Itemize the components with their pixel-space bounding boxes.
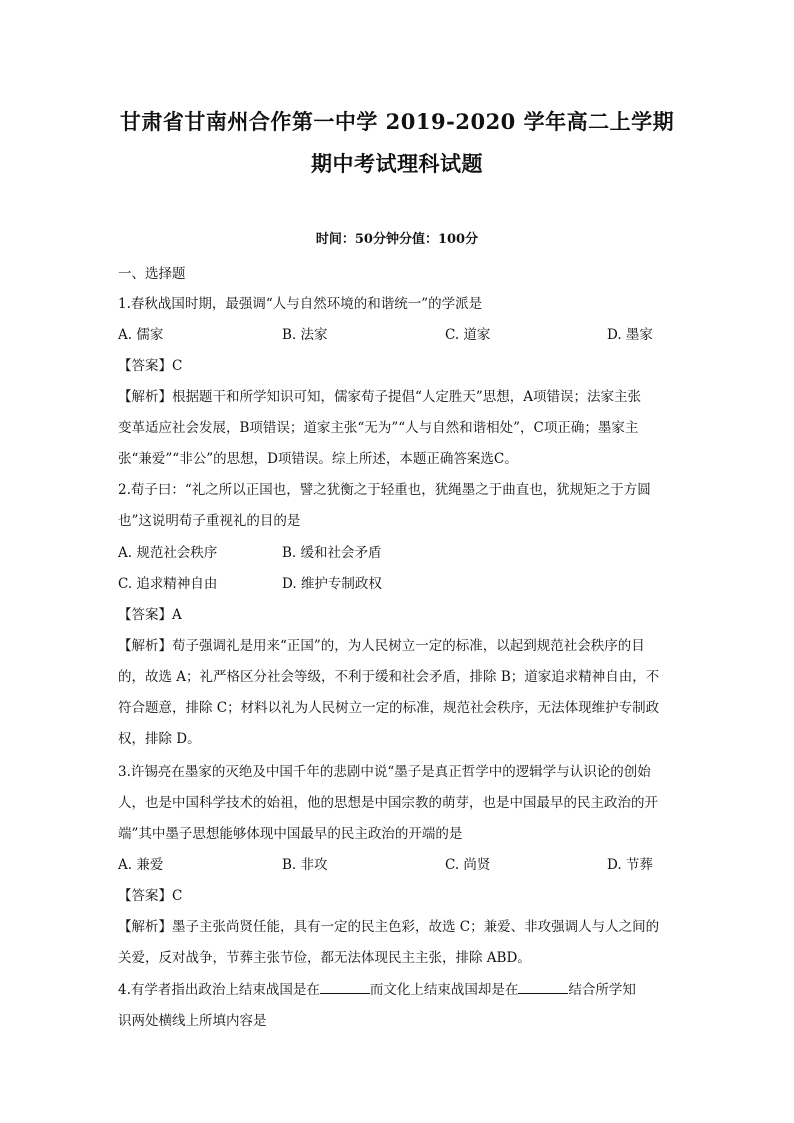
q2-option-c: C. 追求精神自由 (118, 576, 218, 592)
q1-analysis-line1: 【解析】根据题干和所学知识可知，儒家荀子提倡“人定胜天”思想，A项错误；法家主张 (118, 389, 642, 405)
q1-option-c: C. 道家 (445, 327, 491, 343)
q3-stem-line2: 人，也是中国科学技术的始祖，他的思想是中国宗教的萌芽，也是中国最早的民主政治的开 (118, 795, 658, 811)
q3-option-a: A. 兼爱 (118, 857, 164, 873)
q2-answer: 【答案】A (118, 607, 182, 623)
q3-analysis-line2: 关爱，反对战争，节葬主张节俭，都无法体现民主主张，排除 ABD。 (118, 950, 531, 966)
q2-analysis-line2: 的，故选 A；礼严格区分社会等级，不利于缓和社会矛盾，排除 B；道家追求精神自由，不 (118, 669, 660, 685)
q4-stem-part-a: 4.有学者指出政治上结束战国是在 (118, 982, 320, 998)
q3-option-b: B. 非攻 (282, 857, 328, 873)
q4-blank-2 (518, 981, 568, 994)
q3-stem-line3: 端”其中墨子思想能够体现中国最早的民主政治的开端的是 (118, 826, 463, 842)
q1-option-d: D. 墨家 (607, 327, 653, 343)
section-heading: 一、选择题 (118, 266, 186, 282)
q1-answer: 【答案】C (118, 358, 183, 374)
q2-stem-line2: 也”这说明荀子重视礼的目的是 (118, 513, 301, 529)
document-title-line2: 期中考试理科试题 (311, 151, 483, 176)
q3-option-c: C. 尚贤 (445, 857, 491, 873)
q3-analysis-line1: 【解析】墨子主张尚贤任能，具有一定的民主色彩，故选 C；兼爱、非攻强调人与人之间的 (118, 919, 660, 935)
q2-analysis-line3: 符合题意，排除 C；材料以礼为人民树立一定的标准，规范社会秩序，无法体现维护专制政 (118, 700, 660, 716)
q2-analysis-line1: 【解析】荀子强调礼是用来“正国”的，为人民树立一定的标准，以起到规范社会秩序的目 (118, 638, 645, 654)
q1-option-a: A. 儒家 (118, 327, 164, 343)
q1-stem: 1.春秋战国时期，最强调“人与自然环境的和谐统一”的学派是 (118, 296, 483, 312)
q3-stem-line1: 3.许锡亮在墨家的灭绝及中国千年的悲剧中说“墨子是真正哲学中的逻辑学与认识论的创始 (118, 764, 651, 780)
q4-stem-line2: 识两处横线上所填内容是 (118, 1013, 267, 1029)
q2-option-a: A. 规范社会秩序 (118, 545, 218, 561)
document-title-line1: 甘肃省甘南州合作第一中学 2019-2020 学年高二上学期 (119, 109, 675, 134)
q1-analysis-line3: 张“兼爱”“非公”的思想，D项错误。综上所述，本题正确答案选C。 (118, 451, 518, 467)
q4-stem-part-c: 结合所学知 (568, 982, 636, 998)
q4-blank-1 (320, 981, 370, 994)
q1-option-b: B. 法家 (282, 327, 328, 343)
q4-stem-line1 (118, 978, 678, 998)
q3-answer: 【答案】C (118, 888, 183, 904)
q2-option-d: D. 维护专制政权 (282, 576, 382, 592)
q4-stem-part-b: 而文化上结束战国却是在 (369, 982, 519, 998)
q2-stem-line1: 2.荀子曰：“礼之所以正国也，譬之犹衡之于轻重也，犹绳墨之于曲直也，犹规矩之于方圆 (118, 482, 651, 498)
q2-option-b: B. 缓和社会矛盾 (282, 545, 382, 561)
q2-analysis-line4: 权，排除 D。 (118, 731, 201, 747)
q1-analysis-line2: 变革适应社会发展，B项错误；道家主张“无为”“人与自然和谐相处”，C项正确；墨家主 (118, 420, 639, 436)
q3-option-d: D. 节葬 (607, 857, 653, 873)
exam-meta: 时间：50分钟分值：100分 (315, 232, 479, 247)
